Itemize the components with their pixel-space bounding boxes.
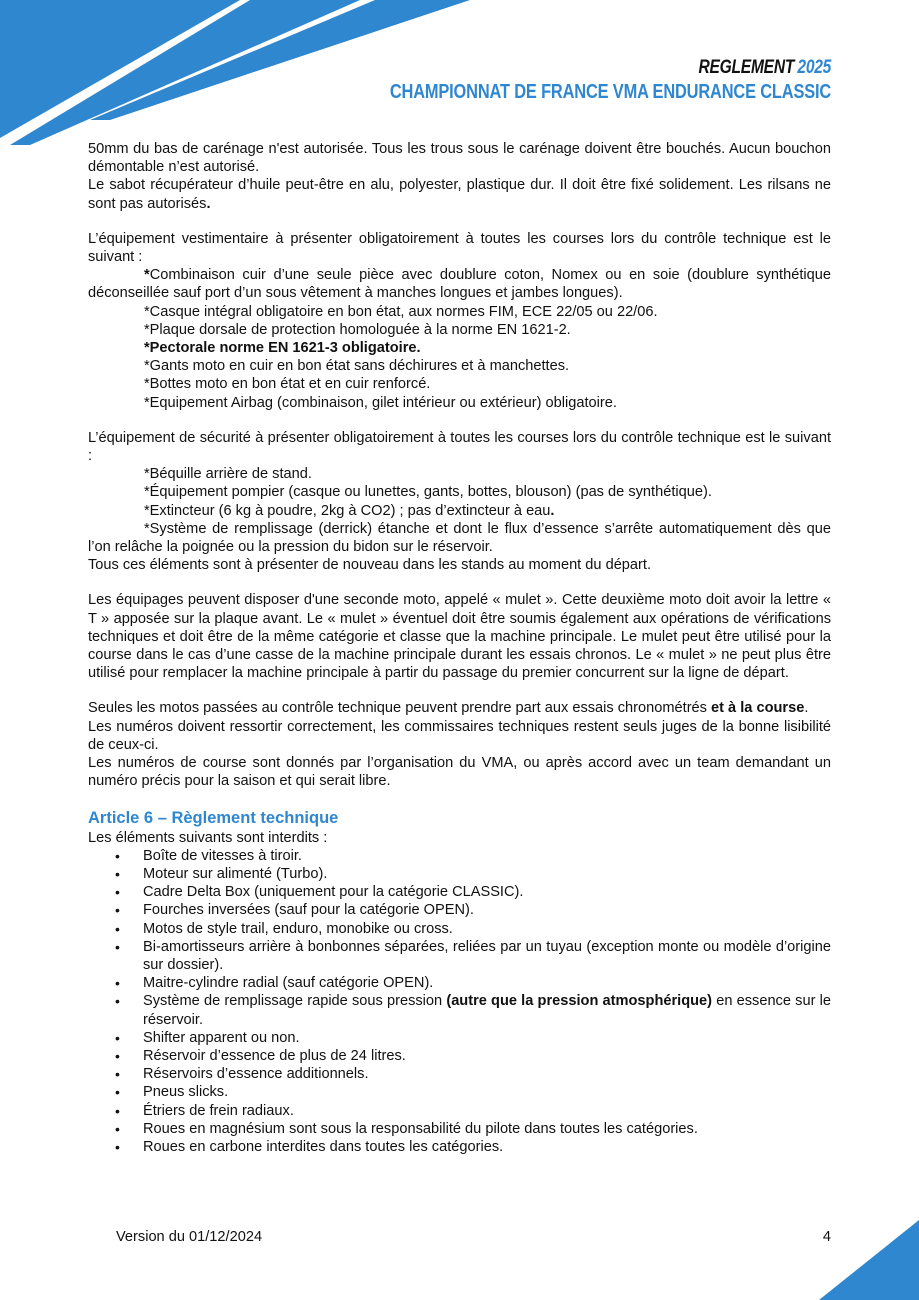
- list-item: • Pneus slicks.: [88, 1083, 831, 1101]
- list-item: • Shifter apparent ou non.: [88, 1029, 831, 1047]
- document-header: [390, 57, 831, 104]
- equipment-item: *Pectorale norme EN 1621-3 obligatoire.: [144, 340, 421, 357]
- list-item-bold: (autre que la pression atmosphérique): [446, 993, 713, 1010]
- list-item: • Cadre Delta Box (uniquement pour la catégorie CLASSIC).: [88, 883, 831, 901]
- safety-bold: .: [550, 502, 555, 519]
- safety-text: *Extincteur (6 kg à poudre, 2kg à CO2) ; pas d’extincteur à eau: [144, 502, 551, 519]
- page-number: 4: [822, 1229, 831, 1245]
- paragraph-bold: et à la course: [711, 700, 805, 717]
- equipment-item: *Bottes moto en bon état et en cuir renforcé.: [144, 376, 431, 393]
- document-body: [88, 140, 831, 1156]
- paragraph: [88, 699, 831, 717]
- paragraph-bold: .: [206, 195, 211, 212]
- list-item: • Boîte de vitesses à tiroir.: [88, 847, 831, 865]
- equipment-item: [88, 266, 831, 302]
- paragraph: Les numéros de course sont donnés par l’organisation du VMA, ou après accord avec un team demandant un numéro précis pour la saison et qui serait libre.: [88, 755, 831, 790]
- list-item: • Maitre-cylindre radial (sauf catégorie OPEN).: [88, 974, 831, 992]
- safety-item: *Système de remplissage (derrick) étanche et dont le flux d’essence s’arrête automatiquement dès que l’on relâche la poignée ou la pression du bidon sur le réservoir.: [88, 520, 831, 556]
- equipment-item: *Gants moto en cuir en bon état sans déchirures et à manchettes.: [144, 358, 570, 375]
- equipment-item: *Equipement Airbag (combinaison, gilet intérieur ou extérieur) obligatoire.: [144, 394, 617, 411]
- equipment-text: Combinaison cuir d’une seule pièce avec doublure coton, Nomex ou en soie (doublure synthétique déconseillée sauf port d’un sous vêtement à manches longues et jambes longues).: [88, 267, 831, 302]
- list-item: • Bi-amortisseurs arrière à bonbonnes séparées, reliées par un tuyau (exception monte ou modèle d’origine sur dossier).: [88, 938, 831, 974]
- paragraph-text: Le sabot récupérateur d’huile peut-être en alu, polyester, plastique dur. Il doit être fixé solidement. Les rilsans ne sont pas autorisés: [88, 177, 831, 212]
- header-title: [390, 57, 831, 79]
- equipment-item: *Plaque dorsale de protection homologuée à la norme EN 1621-2.: [144, 321, 571, 338]
- paragraph: Tous ces éléments sont à présenter de nouveau dans les stands au moment du départ.: [88, 557, 652, 574]
- article-6-heading: Article 6 – Règlement technique: [88, 808, 339, 827]
- equipment-bullet: *: [144, 267, 150, 284]
- header-year: 2025: [797, 57, 831, 78]
- safety-item: [88, 502, 831, 520]
- list-item-text: Système de remplissage rapide sous pression: [143, 993, 447, 1010]
- list-item: • Roues en magnésium sont sous la responsabilité du pilote dans toutes les catégories.: [88, 1120, 831, 1138]
- paragraph: L’équipement vestimentaire à présenter obligatoirement à toutes les courses lors du contrôle technique est le suivant :: [88, 230, 831, 266]
- article-6-intro: Les éléments suivants sont interdits :: [88, 829, 328, 846]
- list-item: • Roues en carbone interdites dans toutes les catégories.: [88, 1138, 831, 1156]
- paragraph: Les numéros doivent ressortir correctement, les commissaires techniques restent seuls juges de la bonne lisibilité de ceux-ci.: [88, 718, 831, 753]
- header-subtitle: CHAMPIONNAT DE FRANCE VMA ENDURANCE CLASSIC: [389, 81, 831, 103]
- paragraph-text: Seules les motos passées au contrôle technique peuvent prendre part aux essais chronométrés: [88, 700, 712, 717]
- forbidden-list: [88, 847, 831, 1156]
- list-item: • Fourches inversées (sauf pour la catégorie OPEN).: [88, 901, 831, 919]
- list-item: [88, 992, 831, 1028]
- list-item: • Motos de style trail, enduro, monobike ou cross.: [88, 920, 831, 938]
- paragraph: 50mm du bas de carénage n'est autorisée. Tous les trous sous le carénage doivent être bouchés. Aucun bouchon démontable n’est autorisé.: [88, 141, 831, 176]
- list-item: • Moteur sur alimenté (Turbo).: [88, 865, 831, 883]
- list-item-text: en essence sur le réservoir.: [143, 993, 831, 1028]
- paragraph: L’équipement de sécurité à présenter obligatoirement à toutes les courses lors du contrôle technique est le suivant :: [88, 429, 831, 465]
- paragraph: Les équipages peuvent disposer d'une seconde moto, appelé « mulet ». Cette deuxième moto doit avoir la lettre « T » apposée sur la plaque avant. Le « mulet » éventuel doit être soumis également aux opérations de vérifications techniques et doit être de la même catégorie et classe que la machine principale. Le mulet peut être utilisé pour la course dans le cas d’une casse de la machine principale durant les essais chronos. Le « mulet » ne peut plus être utilisé pour remplacer la machine principale à partir du passage du premier concurrent sur la ligne de départ.: [88, 592, 831, 682]
- corner-triangle-bottom-right: [819, 1220, 919, 1300]
- list-item: • Réservoirs d’essence additionnels.: [88, 1065, 831, 1083]
- list-item: • Étriers de frein radiaux.: [88, 1102, 831, 1120]
- safety-item: *Équipement pompier (casque ou lunettes, gants, bottes, blouson) (pas de synthétique).: [144, 484, 712, 501]
- paragraph: [88, 176, 831, 212]
- list-item: • Réservoir d’essence de plus de 24 litres.: [88, 1047, 831, 1065]
- paragraph-text: .: [804, 700, 809, 717]
- header-title-text: REGLEMENT: [698, 57, 795, 78]
- safety-item: *Béquille arrière de stand.: [144, 466, 312, 483]
- equipment-item: *Casque intégral obligatoire en bon état, aux normes FIM, ECE 22/05 ou 22/06.: [144, 303, 658, 320]
- footer-version: Version du 01/12/2024: [116, 1229, 263, 1245]
